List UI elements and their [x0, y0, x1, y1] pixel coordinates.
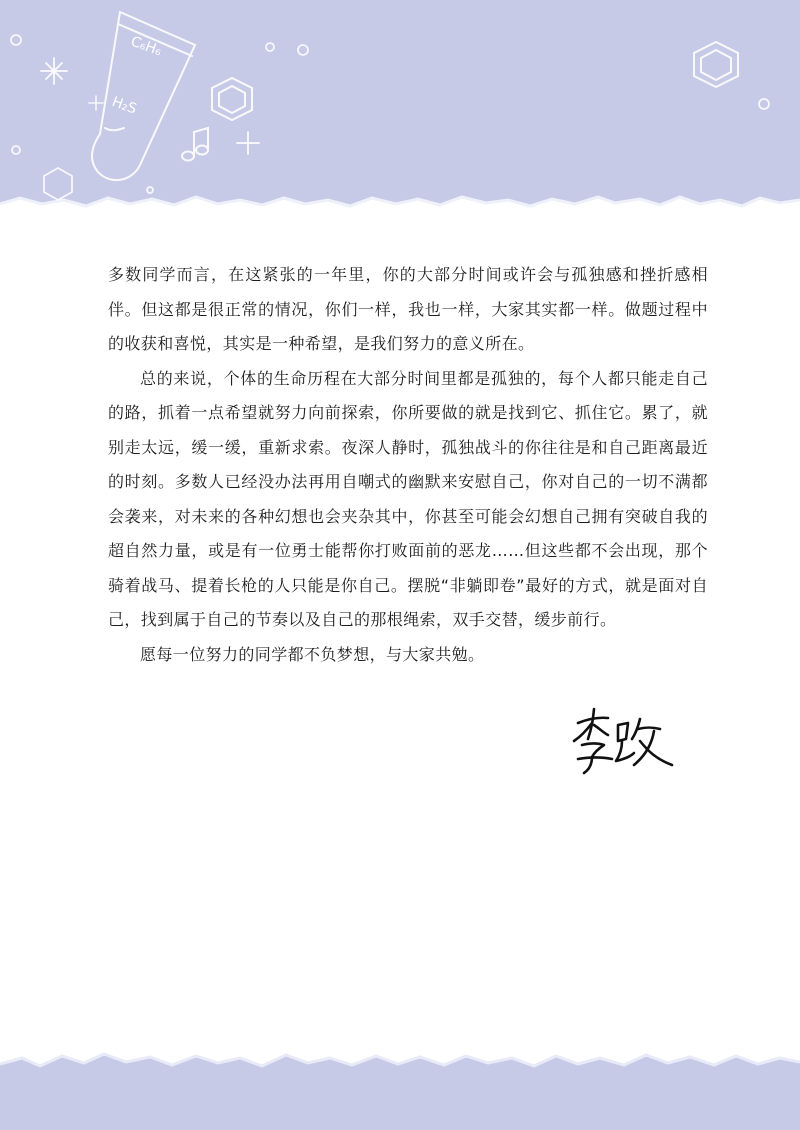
- letter-body: [108, 258, 708, 672]
- footer-decoration: [0, 1020, 800, 1130]
- formula-label-h2s: H₂S: [109, 93, 139, 118]
- header-decoration: [0, 0, 800, 230]
- torn-paper-band: [0, 1054, 800, 1130]
- paragraph: 愿每一位努力的同学都不负梦想，与大家共勉。: [140, 644, 485, 664]
- paragraph: 多数同学而言，在这紧张的一年里，你的大部分时间或许会与孤独感和挫折感相伴。但这都是很正常的情况，你们一样，我也一样，大家其实都一样。做题过程中的收获和喜悦，其实是一种希望，是我们努力的意义所在。: [108, 265, 708, 353]
- signature: [568, 705, 678, 777]
- formula-label-benzene: C₆H₆: [128, 33, 164, 60]
- paragraph: 总的来说，个体的生命历程在大部分时间里都是孤独的，每个人都只能走自己的路，抓着一点希望就努力向前探索，你所要做的就是找到它、抓住它。累了，就别走太远，缓一缓，重新求索。夜深人静时，孤独战斗的你往往是和自己距离最近的时刻。多数人已经没办法再用自嘲式的幽默来安慰自己，你对自己的一切不满都会袭来，对未来的各种幻想也会夹杂其中，你甚至可能会幻想自己拥有突破自我的超自然力量，或是有一位勇士能帮你打败面前的恶龙……但这些都不会出现，那个骑着战马、提着长枪的人只能是你自己。摆脱“非躺即卷”最好的方式，就是面对自己，找到属于自己的节奏以及自己的那根绳索，双手交替，缓步前行。: [108, 368, 708, 629]
